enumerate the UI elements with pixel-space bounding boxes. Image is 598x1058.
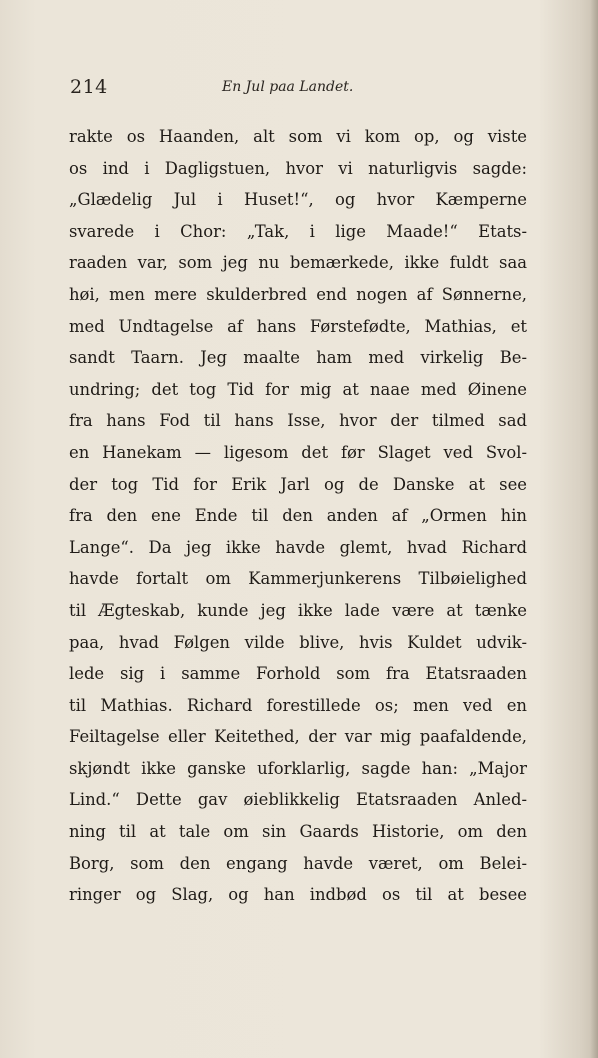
body-text xyxy=(69,121,527,911)
text-line: skjøndt ikke ganske uforklarlig, sagde han: „Major xyxy=(69,758,527,778)
text-line: paa, hvad Følgen vilde blive, hvis Kuldet udvik- xyxy=(69,632,527,652)
text-line: der tog Tid for Erik Jarl og de Danske at see xyxy=(69,474,527,494)
text-line: til Ægteskab, kunde jeg ikke lade være at tænke xyxy=(69,600,527,620)
page-edge-shadow xyxy=(590,0,598,1058)
text-line: os ind i Dagligstuen, hvor vi naturligvis sagde: xyxy=(69,158,527,178)
text-line: til Mathias. Richard forestillede os; men ved en xyxy=(69,695,527,715)
text-line: rakte os Haanden, alt som vi kom op, og viste xyxy=(69,127,527,146)
text-line: sandt Taarn. Jeg maalte ham med virkelig Be- xyxy=(69,348,527,368)
text-line: undring; det tog Tid for mig at naae med Øinene xyxy=(69,379,527,399)
text-line: fra den ene Ende til den anden af „Ormen hin xyxy=(69,506,527,526)
text-line: svarede i Chor: „Tak, i lige Maade!“ Etats- xyxy=(69,221,527,241)
page-number: 214 xyxy=(70,76,108,98)
text-line: høi, men mere skulderbred end nogen af Sønnerne, xyxy=(69,284,527,304)
text-line: Lind.“ Dette gav øieblikkelig Etatsraaden Anled- xyxy=(69,790,527,810)
text-line: lede sig i samme Forhold som fra Etatsraaden xyxy=(69,664,527,684)
page-header xyxy=(70,76,530,102)
text-line: Borg, som den engang havde været, om Belei- xyxy=(69,853,527,873)
text-line: ning til at tale om sin Gaards Historie, om den xyxy=(69,822,527,842)
text-line: raaden var, som jeg nu bemærkede, ikke fuldt saa xyxy=(69,253,527,273)
text-line: „Glædelig Jul i Huset!“, og hvor Kæmperne xyxy=(69,190,527,210)
text-line: fra hans Fod til hans Isse, hvor der tilmed sad xyxy=(69,411,527,431)
text-line: en Hanekam — ligesom det før Slaget ved Svol- xyxy=(69,442,527,462)
text-line: Feiltagelse eller Keitethed, der var mig paafaldende, xyxy=(69,727,527,747)
text-line: ringer og Slag, og han indbød os til at besee xyxy=(69,885,527,905)
text-line: med Undtagelse af hans Førstefødte, Mathias, et xyxy=(69,316,527,336)
running-head: En Jul paa Landet. xyxy=(222,79,354,95)
text-line: Lange“. Da jeg ikke havde glemt, hvad Richard xyxy=(69,537,527,557)
text-line: havde fortalt om Kammerjunkerens Tilbøielighed xyxy=(69,569,527,589)
